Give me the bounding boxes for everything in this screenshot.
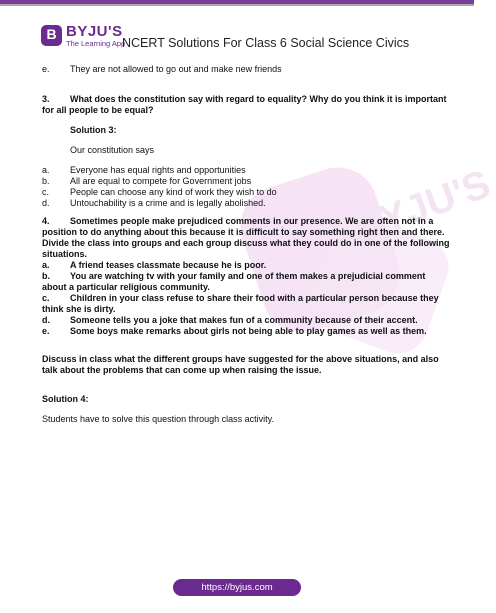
solution-3-heading: Solution 3: bbox=[70, 125, 117, 135]
discuss-line2: talk about the problems that can come up when raising the issue. bbox=[42, 365, 322, 375]
item-marker: e. bbox=[42, 64, 50, 74]
question-4-line1: Sometimes people make prejudiced comments in our presence. We are often not in a bbox=[70, 216, 434, 226]
solution-4-text: Students have to solve this question through class activity. bbox=[42, 414, 274, 424]
top-bar-grey bbox=[0, 4, 474, 6]
discuss-line1: Discuss in class what the different groups have suggested for the above situations, and also bbox=[42, 354, 439, 364]
list-item-marker: b. bbox=[42, 176, 50, 186]
list-item-continuation: think she is dirty. bbox=[42, 304, 116, 314]
list-item: People can choose any kind of work they wish to do bbox=[70, 187, 277, 197]
list-item: All are equal to compete for Government jobs bbox=[70, 176, 252, 186]
question-4-number: 4. bbox=[42, 216, 50, 226]
logo-badge bbox=[41, 25, 62, 46]
list-item-marker: a. bbox=[42, 260, 50, 270]
logo-tagline: The Learning App bbox=[66, 39, 126, 48]
page-title: NCERT Solutions For Class 6 Social Science Civics bbox=[122, 36, 410, 50]
question-3-line1: What does the constitution say with regard to equality? Why do you think it is important bbox=[70, 94, 447, 104]
solution-4-heading: Solution 4: bbox=[42, 394, 89, 404]
question-4-line4: situations. bbox=[42, 249, 88, 259]
list-item: Untouchability is a crime and is legally abolished. bbox=[70, 198, 266, 208]
list-item-marker: c. bbox=[42, 293, 50, 303]
byjus-logo bbox=[41, 23, 126, 51]
top-bar bbox=[0, 0, 474, 6]
question-4-line3: Divide the class into groups and each group discuss what they could do in one of the following bbox=[42, 238, 450, 248]
list-item: Everyone has equal rights and opportunities bbox=[70, 165, 246, 175]
list-item-marker: c. bbox=[42, 187, 50, 197]
list-item-marker: a. bbox=[42, 165, 50, 175]
solution-3-intro: Our constitution says bbox=[70, 145, 155, 155]
question-3-number: 3. bbox=[42, 94, 50, 104]
list-item: You are watching tv with your family and one of them makes a prejudicial comment bbox=[70, 271, 426, 281]
list-item bbox=[42, 64, 50, 75]
question-3-line2: for all people to be equal? bbox=[42, 105, 154, 115]
list-item-marker: d. bbox=[42, 315, 50, 325]
list-item-marker: e. bbox=[42, 326, 50, 336]
footer-url-pill[interactable] bbox=[173, 579, 301, 596]
list-item: A friend teases classmate because he is poor. bbox=[70, 260, 267, 270]
list-item-marker: b. bbox=[42, 271, 50, 281]
logo-letter: B bbox=[46, 26, 57, 42]
list-item: Some boys make remarks about girls not being able to play games as well as them. bbox=[70, 326, 427, 336]
question-4-line2: position to do anything about this because it is difficult to say something right then and there. bbox=[42, 227, 445, 237]
list-item: Someone tells you a joke that makes fun of a community because of their accent. bbox=[70, 315, 418, 325]
list-item: Children in your class refuse to share their food with a particular person because they bbox=[70, 293, 439, 303]
list-item-continuation: about a particular religious community. bbox=[42, 282, 210, 292]
list-item-text: They are not allowed to go out and make new friends bbox=[70, 64, 282, 74]
logo-name: BYJU'S bbox=[66, 23, 123, 40]
watermark-text: BYJU'S bbox=[346, 161, 496, 253]
footer-url[interactable]: https://byjus.com bbox=[201, 582, 273, 593]
list-item-marker: d. bbox=[42, 198, 50, 208]
